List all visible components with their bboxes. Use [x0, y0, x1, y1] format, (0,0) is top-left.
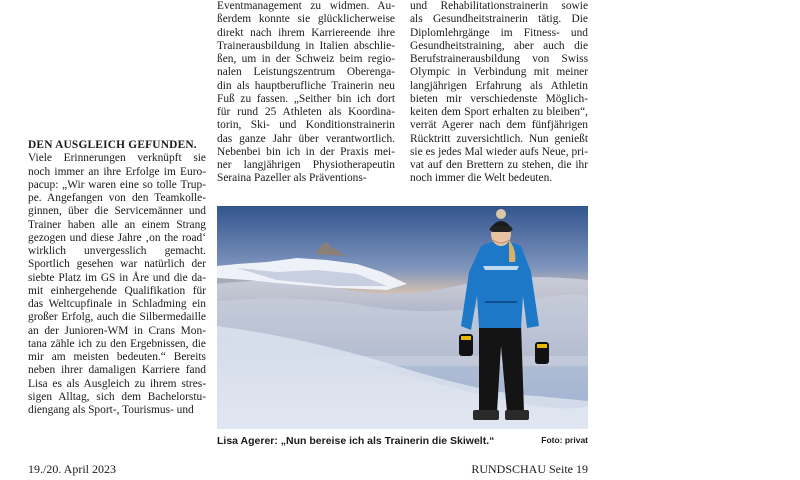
section-heading: DEN AUSGLEICH GEFUNDEN. — [28, 139, 197, 151]
text-line: Olympic in Verbindung mit meiner — [410, 66, 588, 79]
text-line: ner langjährigen Physiotherapeutin — [217, 159, 395, 171]
text-line: tana zähle ich zu den Ergebnissen, die — [28, 337, 206, 350]
text-line: sie es jedes Mal wieder aufs Neue, pri- — [410, 145, 588, 158]
text-line: Lisa es als Ausgleich zu ihrem stres- — [28, 377, 206, 390]
text-line: torin, Ski- und Konditionstrainerin — [217, 119, 395, 132]
text-line: pe. Angefangen von den Teamkolle- — [28, 192, 206, 204]
text-line: gezogen und diese Jahre ‚on the road‘ — [28, 231, 206, 244]
text-line: diengang als Sport-, Tourismus- und — [28, 404, 194, 416]
text-line: verrät Agerer nach dem fünfjährigen — [410, 119, 588, 132]
text-line: sigen Alltag, sich dem Bachelorstu- — [28, 390, 206, 403]
text-line: Diplomlehrgänge im Fitness- und — [410, 26, 588, 39]
text-line: Sportlich gesehen war natürlich der — [28, 258, 206, 271]
article-column-2 — [217, 0, 395, 186]
article-column-3 — [410, 0, 588, 186]
text-line: noch immer die Welt bedeuten. — [410, 172, 553, 185]
text-line: mit einhergehende Qualifikation für — [28, 284, 206, 297]
text-line: als Gesundheitstrainerin tätig. Die — [410, 13, 588, 26]
text-line: vat auf den Brettern zu stehen, die ihr — [410, 159, 588, 171]
text-line: ßen, um in der Schweiz beim regio- — [217, 53, 395, 65]
text-line: langjährigen Erfahrung als Athletin — [410, 79, 588, 92]
text-line: siebte Platz im GS in Åre und die da- — [28, 271, 206, 284]
text-line: Gesundheitstraining, aber auch die — [410, 39, 588, 52]
text-line: Rücktritt zuversichtlich. Nun genießt — [410, 132, 588, 145]
text-line: Nebenbei bin ich in der Praxis mei- — [217, 145, 395, 158]
text-line: und Rehabilitationstrainerin sowie — [410, 0, 588, 12]
text-line: bieten mir verschiedenste Möglich- — [410, 92, 588, 105]
text-line: ginnen, über die Servicemänner und — [28, 205, 206, 218]
caption-text: Lisa Agerer: „Nun bereise ich als Trainerin die Skiwelt.“ — [217, 435, 495, 447]
text-line: nalen Leistungszentrum Oberenga- — [217, 66, 395, 79]
text-line: Viele Erinnerungen verknüpft sie — [28, 152, 206, 165]
text-line: mir am meisten bedeuten.“ Bereits — [28, 351, 206, 363]
text-line: Trainerausbildung in Italien abschlie- — [217, 39, 395, 52]
column-3-text — [410, 0, 588, 186]
text-line: Seraina Pazeller als Präventions- — [217, 172, 367, 185]
text-line: Trainer haben alle an einem Strang — [28, 218, 206, 231]
text-line: neben ihrer damaligen Karriere fand — [28, 364, 206, 377]
text-line: das ganze Jahr über verantwortlich. — [217, 132, 395, 145]
column-1-text — [28, 152, 206, 417]
page-footer — [466, 462, 588, 477]
text-line: das Weltcupfinale in Schladming ein — [28, 298, 206, 310]
text-line: Eventmanagement zu widmen. Au- — [217, 0, 395, 12]
text-line: wirklich unvergesslich gemacht. — [28, 245, 206, 257]
page-number: Seite 19 — [549, 462, 588, 476]
text-line: Fuß zu fassen. „Seither bin ich dort — [217, 92, 395, 105]
text-line: an der Junioren-WM in Crans Mon- — [28, 324, 206, 337]
photo-credit: Foto: privat — [541, 435, 588, 445]
text-line: für rund 25 Athleten als Koordina- — [217, 106, 395, 118]
text-line: noch immer an ihre Erfolge im Euro- — [28, 165, 206, 178]
text-line: ßerdem konnte sie glücklicherweise — [217, 13, 395, 26]
text-line: pacup: „Wir waren eine so tolle Trup- — [28, 178, 206, 191]
issue-date: 19./20. April 2023 — [28, 462, 117, 476]
article-column-1 — [28, 139, 206, 417]
text-line: keiten dem Sport erhalten zu bleiben“, — [410, 106, 588, 118]
publication-name: RUNDSCHAU — [471, 462, 546, 476]
skier-photo — [217, 206, 588, 429]
text-line: Berufstrainerausbildung von Swiss — [410, 53, 588, 65]
text-line: direkt nach ihrem Karriereende ihre — [217, 26, 395, 39]
text-line: großer Erfolg, auch die Silbermedaille — [28, 311, 206, 324]
text-line: din als hauptberufliche Trainerin neu — [217, 79, 395, 92]
photo-caption — [217, 435, 588, 447]
column-2-text — [217, 0, 395, 186]
